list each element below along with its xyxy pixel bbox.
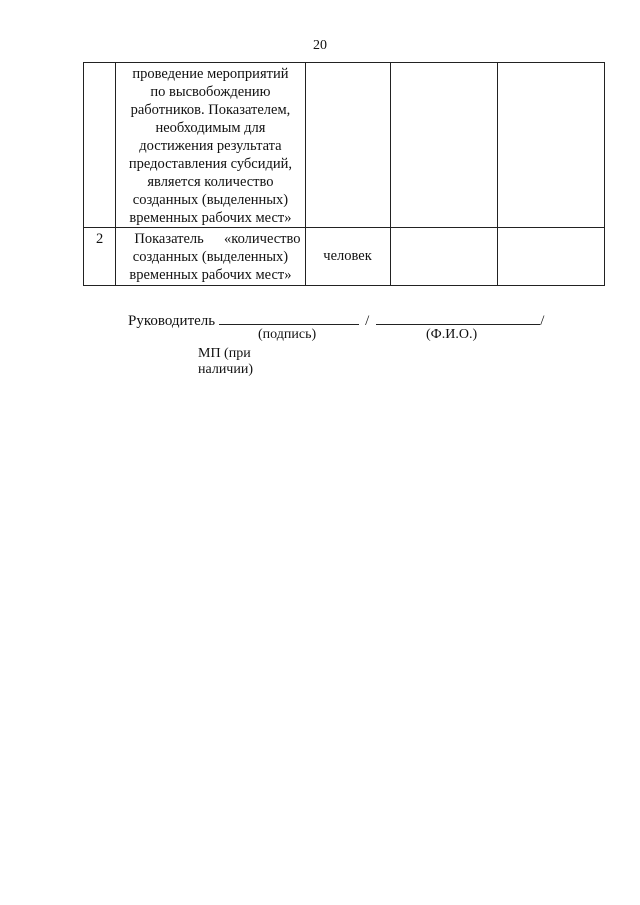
description-line: предоставления субсидий,: [128, 156, 293, 172]
row-number-cell: 2: [84, 228, 116, 286]
description-cell: [116, 63, 305, 228]
value-cell: [497, 228, 604, 286]
signature-caption: (подпись): [258, 327, 317, 342]
page-number: 20: [313, 38, 327, 53]
indicators-table: [83, 62, 605, 286]
stamp-note: МП (при наличии): [198, 346, 253, 377]
signature-row: [128, 310, 544, 330]
description-line: работников. Показателем,: [130, 102, 291, 118]
description-cell: [116, 228, 305, 286]
unit-cell: [305, 63, 390, 228]
description-line: по высвобождению: [150, 84, 271, 100]
description-line: является количество: [147, 174, 274, 190]
description-line: достижения результата: [139, 138, 282, 154]
description-line: необходимым для: [155, 120, 266, 136]
value-cell: [390, 228, 497, 286]
description-line: Показатель «количество: [134, 231, 301, 247]
end-slash: /: [540, 313, 545, 329]
unit-cell: человек: [305, 228, 390, 286]
description-line: созданных (выделенных): [132, 192, 289, 208]
fio-line: [376, 310, 540, 325]
separator-slash: /: [365, 313, 370, 329]
table-row: [84, 63, 605, 228]
table-row: [84, 228, 605, 286]
head-label: Руководитель: [128, 313, 216, 329]
value-cell: [390, 63, 497, 228]
description-line: созданных (выделенных): [132, 249, 289, 265]
value-cell: [497, 63, 604, 228]
description-line: проведение мероприятий: [132, 66, 289, 82]
description-line: временных рабочих мест»: [129, 267, 292, 283]
fio-caption: (Ф.И.О.): [426, 327, 478, 342]
description-line: временных рабочих мест»: [129, 210, 292, 226]
signature-line: [219, 310, 359, 325]
row-number-cell: [84, 63, 116, 228]
